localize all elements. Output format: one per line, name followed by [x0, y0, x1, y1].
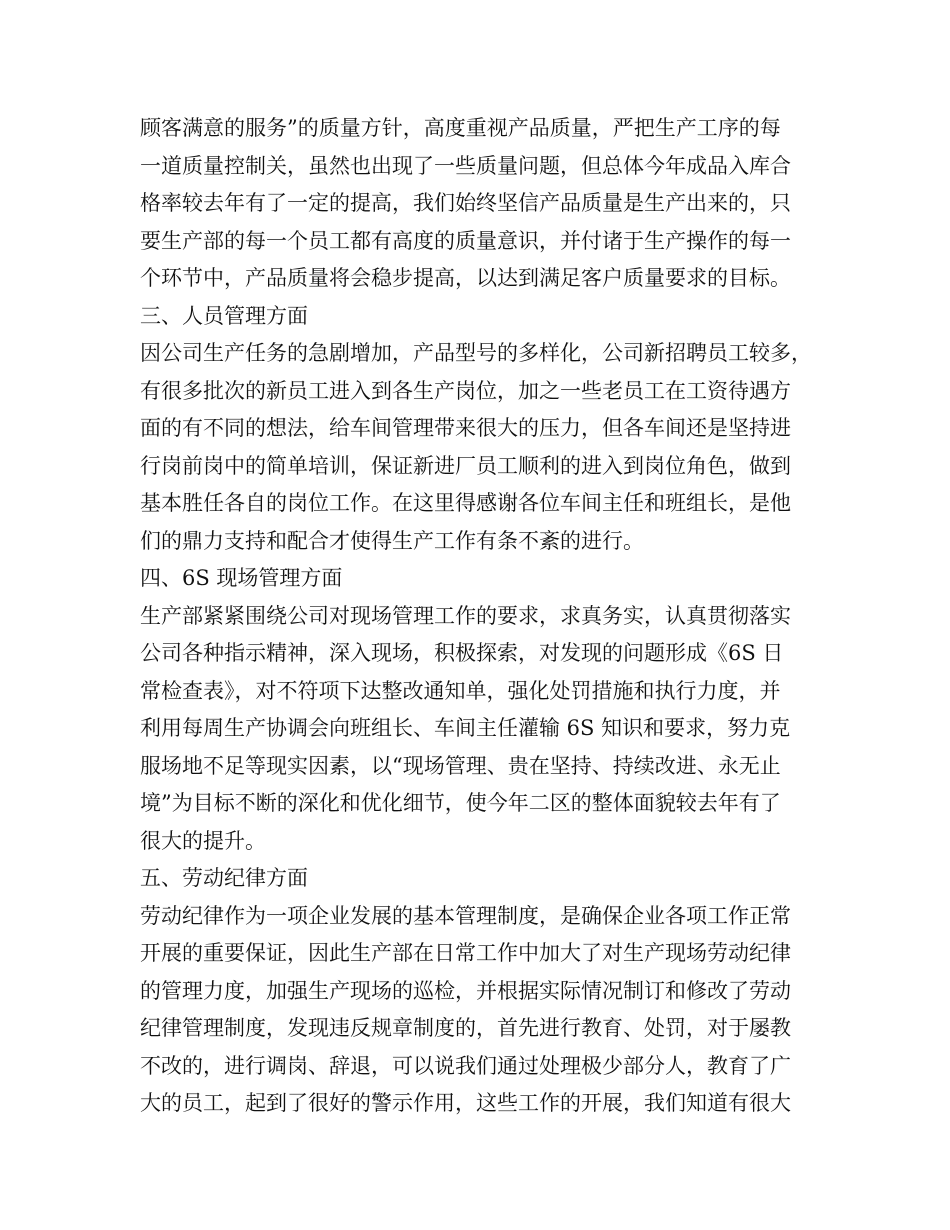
paragraph-line: 公司各种指示精神，深入现场，积极探索，对发现的问题形成《6S 日: [140, 641, 784, 665]
paragraph-line: 一道质量控制关，虽然也出现了一些质量问题，但总体今年成品入库合: [140, 153, 791, 178]
paragraph-line: 基本胜任各自的岗位工作。在这里得感谢各位车间主任和班组长，是他: [140, 491, 791, 515]
paragraph-line: 面的有不同的想法，给车间管理带来很大的压力，但各车间还是坚持进: [140, 416, 791, 440]
paragraph-line: 服场地不足等现实因素，以“现场管理、贵在坚持、持续改进、永无止: [140, 753, 781, 778]
paragraph-line: 利用每周生产协调会向班组长、车间主任灌输 6S 知识和要求，努力克: [140, 716, 791, 740]
paragraph-line: 行岗前岗中的简单培训，保证新进厂员工顺利的进入到岗位角色，做到: [140, 453, 791, 478]
paragraph-line: 很大的提升。: [140, 828, 266, 853]
paragraph-line: 劳动纪律作为一项企业发展的基本管理制度，是确保企业各项工作正常: [140, 903, 791, 928]
paragraph-line: 不改的，进行调岗、辞退，可以说我们通过处理极少部分人，教育了广: [140, 1053, 791, 1078]
section-heading-6s: 四、6S 现场管理方面: [140, 566, 343, 590]
paragraph-line: 的管理力度，加强生产现场的巡检，并根据实际情况制订和修改了劳动: [140, 978, 791, 1003]
paragraph-line: 们的鼎力支持和配合才使得生产工作有条不紊的进行。: [140, 528, 644, 553]
paragraph-line: 顾客满意的服务”的质量方针，高度重视产品质量，严把生产工序的每: [140, 116, 781, 140]
paragraph-line: 要生产部的每一个员工都有高度的质量意识，并付诸于生产操作的每一: [140, 228, 791, 253]
paragraph-line: 个环节中，产品质量将会稳步提高，以达到满足客户质量要求的目标。: [140, 266, 791, 290]
section-heading-labor-discipline: 五、劳动纪律方面: [140, 866, 308, 890]
paragraph-line: 因公司生产任务的急剧增加，产品型号的多样化，公司新招聘员工较多，: [140, 341, 812, 365]
paragraph-line: 大的员工，起到了很好的警示作用，这些工作的开展，我们知道有很大: [140, 1091, 791, 1115]
paragraph-line: 开展的重要保证，因此生产部在日常工作中加大了对生产现场劳动纪律: [140, 941, 791, 965]
document-body: [140, 110, 830, 1123]
paragraph-line: 常检查表》，对不符项下达整改通知单，强化处罚措施和执行力度，并: [140, 678, 781, 703]
paragraph-line: 纪律管理制度，发现违反规章制度的，首先进行教育、处罚，对于屡教: [140, 1016, 791, 1040]
section-heading-personnel: 三、人员管理方面: [140, 303, 308, 328]
paragraph-line: 有很多批次的新员工进入到各生产岗位，加之一些老员工在工资待遇方: [140, 378, 791, 403]
paragraph-line: 格率较去年有了一定的提高，我们始终坚信产品质量是生产出来的，只: [140, 191, 791, 215]
paragraph-line: 境”为目标不断的深化和优化细节，使今年二区的整体面貌较去年有了: [140, 791, 781, 815]
paragraph-line: 生产部紧紧围绕公司对现场管理工作的要求，求真务实，认真贯彻落实: [140, 603, 791, 628]
